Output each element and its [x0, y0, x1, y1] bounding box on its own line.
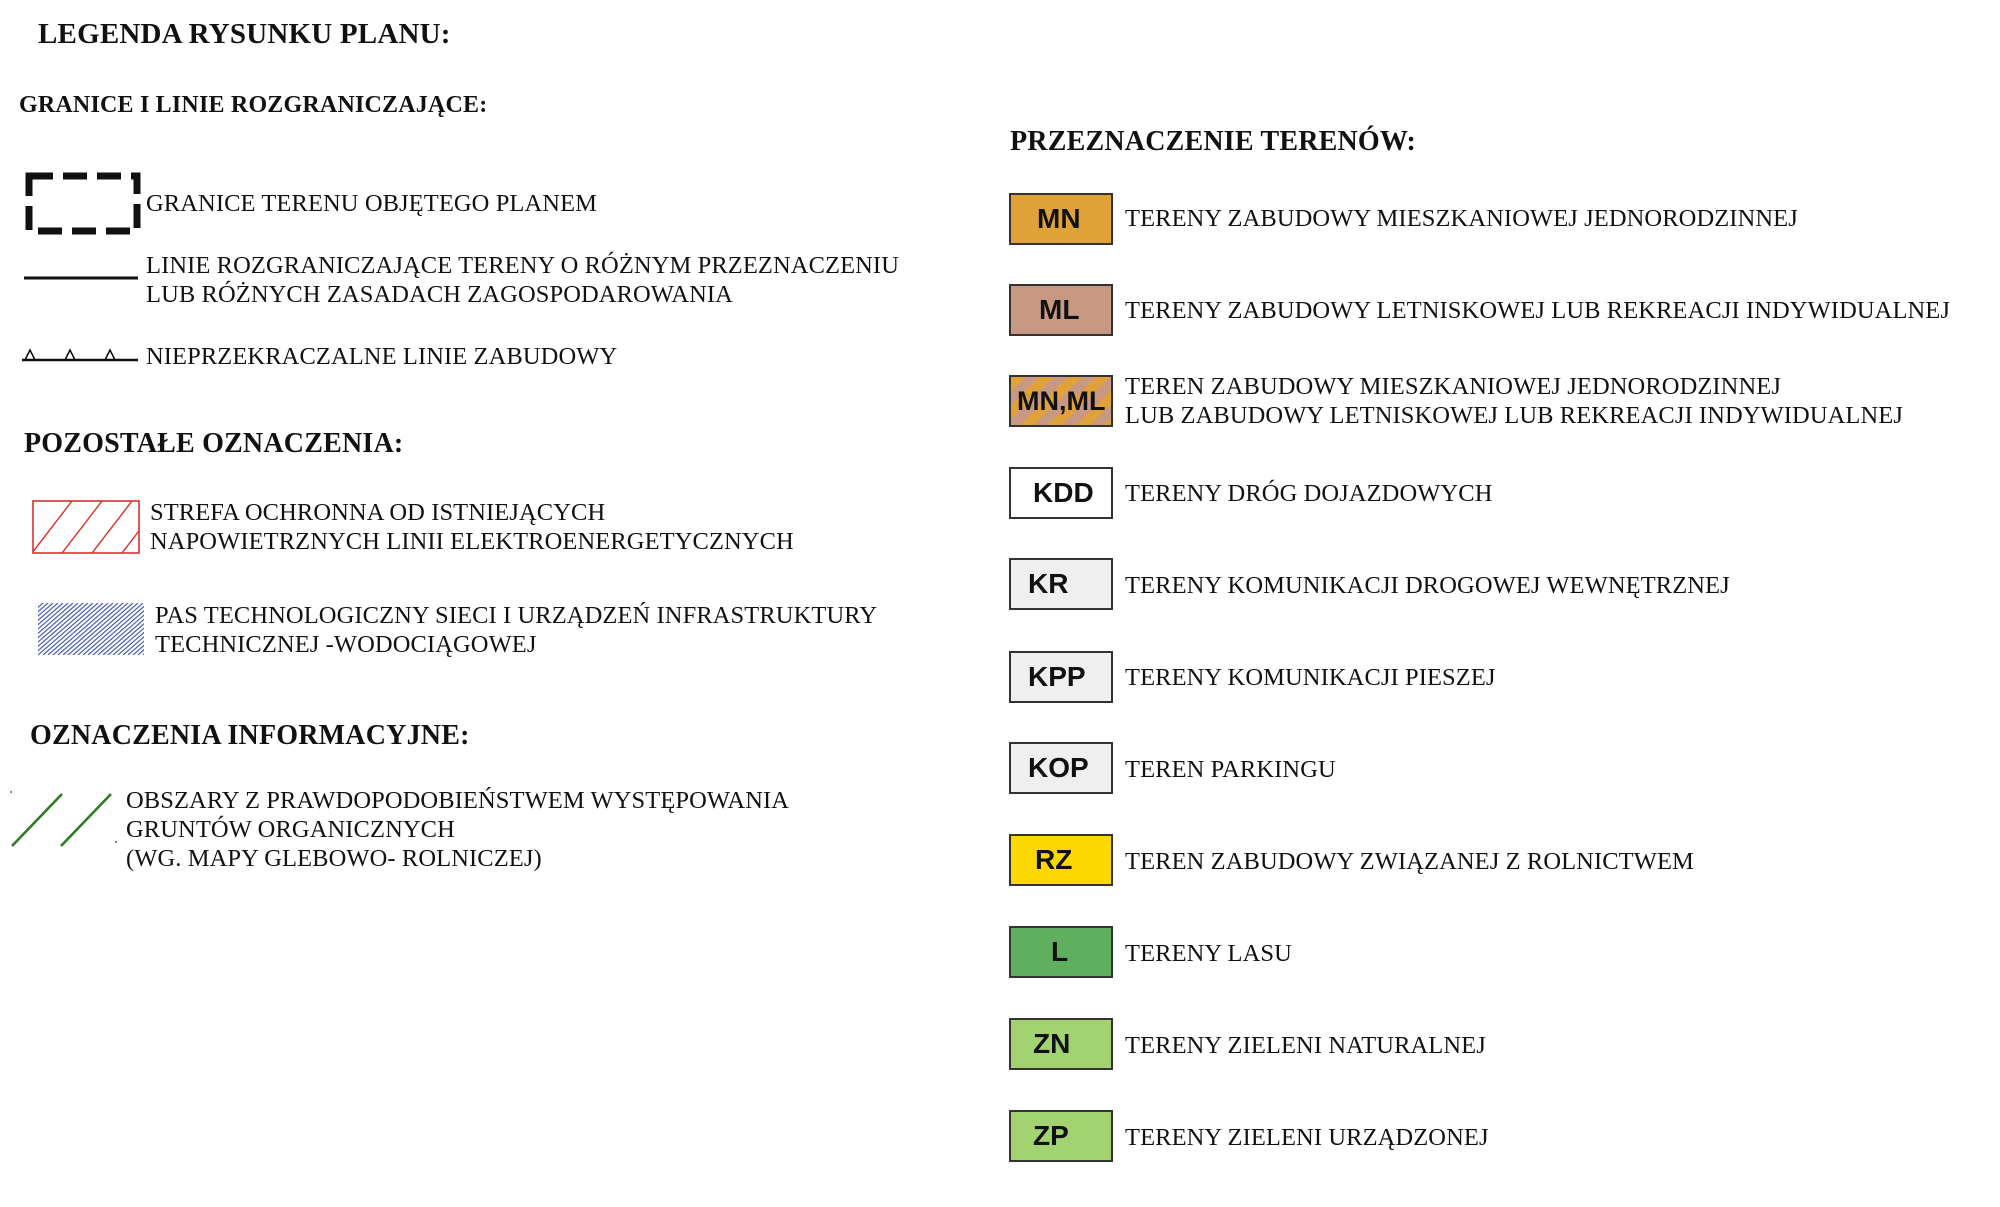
legend-item-text: NAPOWIETRZNYCH LINII ELEKTROENERGETYCZNYCH	[150, 528, 794, 555]
land-use-label-mn	[1125, 204, 1798, 233]
land-use-label-mn-ml	[1125, 372, 1903, 430]
solid-line-icon	[24, 270, 140, 286]
swatch-code: KDD	[1033, 477, 1094, 508]
legend-item-organic-soils	[126, 786, 789, 873]
legend-title: LEGENDA RYSUNKU PLANU:	[38, 18, 451, 50]
swatch-mn	[1009, 193, 1113, 245]
legend-item-text: TERENY ZIELENI URZĄDZONEJ	[1125, 1124, 1489, 1151]
legend-item-text: TERENY ZABUDOWY LETNISKOWEJ LUB REKREACJI INDYWIDUALNEJ	[1125, 297, 1951, 324]
swatch-code: L	[1051, 936, 1069, 967]
legend-item-text: LUB RÓŻNYCH ZASADACH ZAGOSPODAROWANIA	[146, 281, 733, 308]
legend-item-text: LINIE ROZGRANICZAJĄCE TERENY O RÓŻNYM PRZEZNACZENIU	[146, 252, 899, 279]
legend-item-text: TERENY DRÓG DOJAZDOWYCH	[1125, 480, 1493, 507]
legend-item-plan-boundary	[146, 189, 597, 218]
triangle-line-icon	[22, 340, 140, 364]
swatch-kr	[1009, 558, 1113, 610]
swatch-code: ZP	[1033, 1120, 1069, 1151]
swatch-zp	[1009, 1110, 1113, 1162]
other-heading: POZOSTAŁE OZNACZENIA:	[24, 428, 404, 459]
blue-hatch-icon	[38, 603, 146, 657]
swatch-code: KOP	[1028, 752, 1089, 783]
land-use-label-kop	[1125, 755, 1336, 784]
legend-item-text: TERENY KOMUNIKACJI DROGOWEJ WEWNĘTRZNEJ	[1125, 572, 1730, 599]
legend-item-building-lines	[146, 342, 617, 371]
land-use-label-ml	[1125, 296, 1950, 325]
swatch-code: ZN	[1033, 1028, 1071, 1059]
land-use-label-rz	[1125, 847, 1694, 876]
legend-item-text: PAS TECHNOLOGICZNY SIECI I URZĄDZEŃ INFRASTRUKTURY	[155, 602, 878, 629]
legend-item-text: STREFA OCHRONNA OD ISTNIEJĄCYCH	[150, 499, 606, 526]
land-use-label-kdd	[1125, 479, 1493, 508]
legend-item-text: TERENY ZIELENI NATURALNEJ	[1125, 1032, 1486, 1059]
legend-item-technology-strip	[155, 601, 877, 659]
swatch-l	[1009, 926, 1113, 978]
legend-item-text: LUB ZABUDOWY LETNISKOWEJ LUB REKREACJI INDYWIDUALNEJ	[1125, 402, 1903, 429]
land-use-label-zp	[1125, 1123, 1489, 1152]
legend-item-text: TERENY KOMUNIKACJI PIESZEJ	[1125, 664, 1496, 691]
swatch-code: KR	[1028, 568, 1069, 599]
swatch-kpp	[1009, 651, 1113, 703]
legend-item-protection-zone	[150, 498, 794, 556]
red-hatch-icon	[32, 500, 142, 556]
legend-item-text: NIEPRZEKRACZALNE LINIE ZABUDOWY	[146, 343, 618, 370]
legend-item-text: GRUNTÓW ORGANICZNYCH	[126, 816, 455, 843]
legend-item-text: TEREN PARKINGU	[1125, 756, 1336, 783]
swatch-kdd	[1009, 467, 1113, 519]
legend-item-text: TEREN ZABUDOWY MIESZKANIOWEJ JEDNORODZINNEJ	[1125, 373, 1781, 400]
swatch-code: ML	[1039, 294, 1080, 325]
green-diagonal-lines-icon	[6, 790, 122, 850]
land-use-label-l	[1125, 939, 1292, 968]
legend-item-text: TECHNICZNEJ -WODOCIĄGOWEJ	[155, 631, 537, 658]
land-use-heading: PRZEZNACZENIE TERENÓW:	[1010, 126, 1417, 157]
land-use-label-zn	[1125, 1031, 1486, 1060]
land-use-label-kr	[1125, 571, 1730, 600]
legend-item-text: GRANICE TERENU OBJĘTEGO PLANEM	[146, 190, 598, 217]
swatch-rz	[1009, 834, 1113, 886]
swatch-kop	[1009, 742, 1113, 794]
legend-item-text: (WG. MAPY GLEBOWO- ROLNICZEJ)	[126, 845, 542, 872]
boundaries-heading: GRANICE I LINIE ROZGRANICZAJĄCE:	[19, 92, 488, 118]
swatch-code: KPP	[1028, 661, 1086, 692]
legend-item-demarcation-lines	[146, 251, 899, 309]
dashed-rectangle-icon	[24, 170, 142, 238]
swatch-code: RZ	[1035, 844, 1073, 875]
swatch-ml	[1009, 284, 1113, 336]
swatch-code: MN,ML	[1017, 385, 1106, 416]
legend-item-text: TERENY LASU	[1125, 940, 1292, 967]
legend-item-text: OBSZARY Z PRAWDOPODOBIEŃSTWEM WYSTĘPOWANIA	[126, 787, 790, 814]
legend-item-text: TERENY ZABUDOWY MIESZKANIOWEJ JEDNORODZINNEJ	[1125, 205, 1798, 232]
swatch-mn-ml	[1009, 375, 1113, 427]
legend-item-text: TEREN ZABUDOWY ZWIĄZANEJ Z ROLNICTWEM	[1125, 848, 1694, 875]
swatch-zn	[1009, 1018, 1113, 1070]
swatch-code: MN	[1037, 203, 1081, 234]
land-use-label-kpp	[1125, 663, 1496, 692]
info-heading: OZNACZENIA INFORMACYJNE:	[30, 720, 470, 751]
